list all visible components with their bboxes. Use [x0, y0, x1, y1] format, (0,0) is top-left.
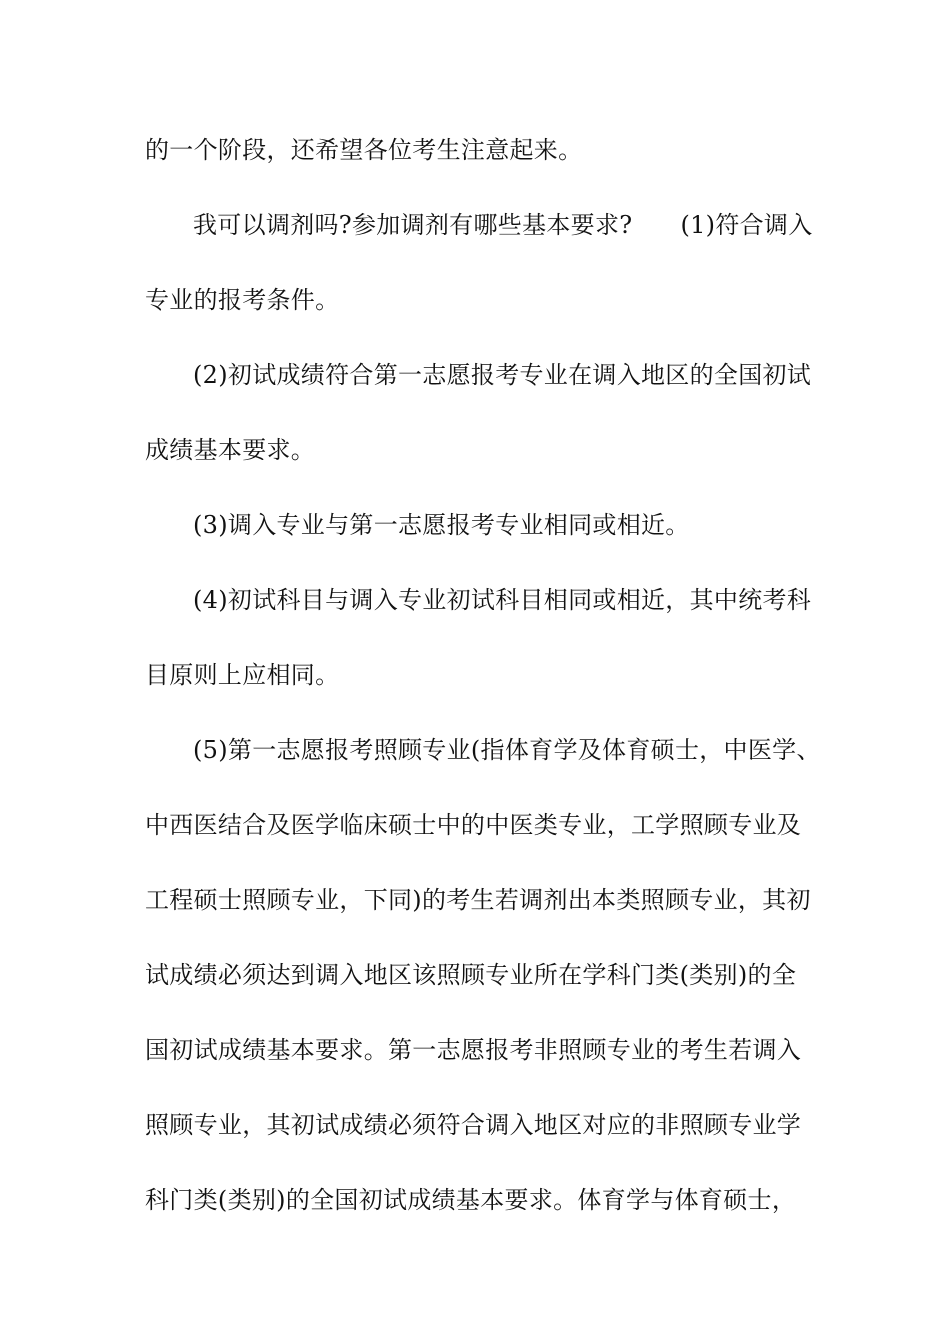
text-line-2	[193, 210, 815, 240]
text-line-6: (3)调入专业与第一志愿报考专业相同或相近。	[193, 511, 690, 539]
text-line-14: 照顾专业，其初试成绩必须符合调入地区对应的非照顾专业学	[145, 1111, 802, 1139]
text-line-7: (4)初试科目与调入专业初试科目相同或相近，其中统考科	[193, 586, 812, 614]
text-line-8: 目原则上应相同。	[145, 661, 340, 689]
text-line-10: 中西医结合及医学临床硕士中的中医类专业，工学照顾专业及	[145, 811, 802, 839]
text-line-5: 成绩基本要求。	[145, 436, 316, 464]
text-line-13: 国初试成绩基本要求。第一志愿报考非照顾专业的考生若调入	[145, 1036, 802, 1064]
question-text: 我可以调剂吗?参加调剂有哪些基本要求?	[193, 211, 633, 239]
text-line-1: 的一个阶段，还希望各位考生注意起来。	[145, 136, 583, 164]
text-line-9: (5)第一志愿报考照顾专业(指体育学及体育硕士，中医学、	[193, 736, 821, 764]
text-line-3: 专业的报考条件。	[145, 286, 340, 314]
text-line-12: 试成绩必须达到调入地区该照顾专业所在学科门类(类别)的全	[145, 961, 797, 989]
requirement-1-start: (1)符合调入	[680, 211, 813, 239]
text-line-11: 工程硕士照顾专业，下同)的考生若调剂出本类照顾专业，其初	[145, 886, 811, 914]
text-line-4: (2)初试成绩符合第一志愿报考专业在调入地区的全国初试	[193, 361, 812, 389]
text-line-15: 科门类(类别)的全国初试成绩基本要求。体育学与体育硕士，	[145, 1186, 797, 1214]
